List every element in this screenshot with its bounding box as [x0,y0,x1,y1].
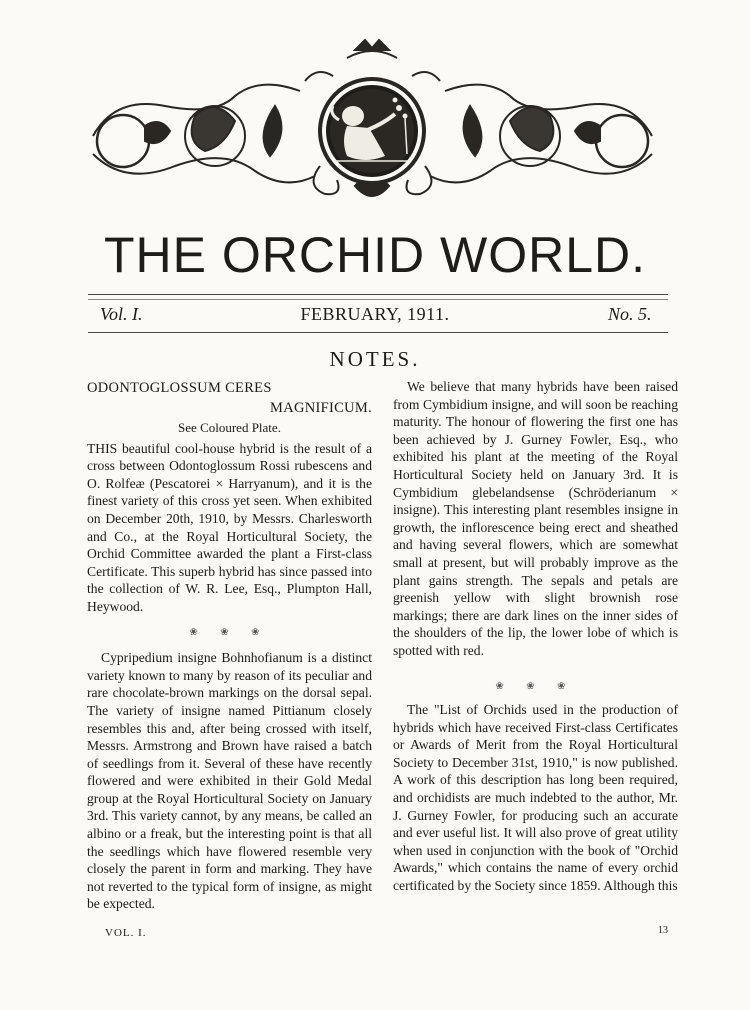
issue-number: No. 5. [608,304,652,324]
left-column [87,378,372,913]
article-title [87,378,372,418]
paragraph: The "List of Orchids used in the production of hybrids which have received First-class Certificates or Awards of Merit from the Royal Horticultural Society to December 31st, 1910," is now published. A work of this description has long been required, and orchidists are much indebted to the author, Mr. J. Gurney Fowler, for producing such an accurate and ever useful list. It will also prove of great utility when used in conjunction with the book of "Orchid Awards," which contains the name of every orchid certificated by the Society since 1859. Although this [393,702,678,894]
bottom-rule [88,332,668,333]
top-rule-thin [88,299,668,300]
top-rule [88,294,668,295]
article-title-line2: MAGNIFICUM. [270,400,372,416]
footer-volume: VOL. I. [105,927,147,939]
paragraph: We believe that many hybrids have been raised from Cymbidium insigne, and will soon be reaching maturity. The honour of flowering the first one has been achieved by J. Gurney Fowler, Esq., who exhibited his plant at the meeting of the Royal Horticultural Society held on January 3rd. It is Cymbidium glebelandsense (Schröderianum × insigne). This interesting plant resembles insigne in growth, the inflorescence being erect and sheathed and having several flowers, which are somewhat small at present, but will probably improve as the plant gains strength. The sepals and petals are greenish yellow with slight brownish rose markings; there are dark lines on the inner sides of the shoulders of the lip, the lower lobe of which is spotted with red. [393,379,678,658]
paragraph: THIS beautiful cool-house hybrid is the result of a cross between Odontoglossum Rossi rubescens and O. Rolfeæ (Pescatorei × Harryanum), and it is the finest variety of this cross yet seen. When exhibited on December 20th, 1910, by Messrs. Charlesworth and Co., at the Royal Horticultural Society, the Orchid Committee awarded the plant a First-class Certificate. This superb hybrid has since passed into the collection of W. R. Lee, Esq., Plumpton Hall, Heywood. [87,440,372,614]
volume-label: Vol. I. [100,304,143,324]
right-column [393,378,678,895]
ornament-separator: ❀ ❀ ❀ [495,680,576,692]
issue-date: FEBRUARY, 1911. [300,304,450,324]
section-heading: NOTES. [329,347,421,371]
page-number: 13 [658,925,668,936]
article-subtitle: See Coloured Plate. [178,420,281,435]
masthead-title: THE ORCHID WORLD. [104,227,646,283]
paragraph: Cypripedium insigne Bohnhofianum is a distinct variety known to many by reason of its peculiar and rare chocolate-brown markings on the dorsal sepal. The variety of insigne named Pittianum closely resembles this and, after being crossed with itself, Messrs. Armstrong and Brown have raised a batch of seedlings from it. Several of these have recently flowered and were exhibited in their Gold Medal group at the Royal Horticultural Society on January 3rd. This variety cannot, by any means, be called an albino or a freak, but the interesting point is that all the seedlings which have flowered resemble very closely the parent in form and marking. They have not reverted to the typical form of insigne, as might be expected. [87,650,372,912]
article-title-line1: ODONTOGLOSSUM CERES [87,380,272,396]
ornamental-header-engraving [85,36,660,206]
ornament-separator: ❀ ❀ ❀ [189,626,270,638]
